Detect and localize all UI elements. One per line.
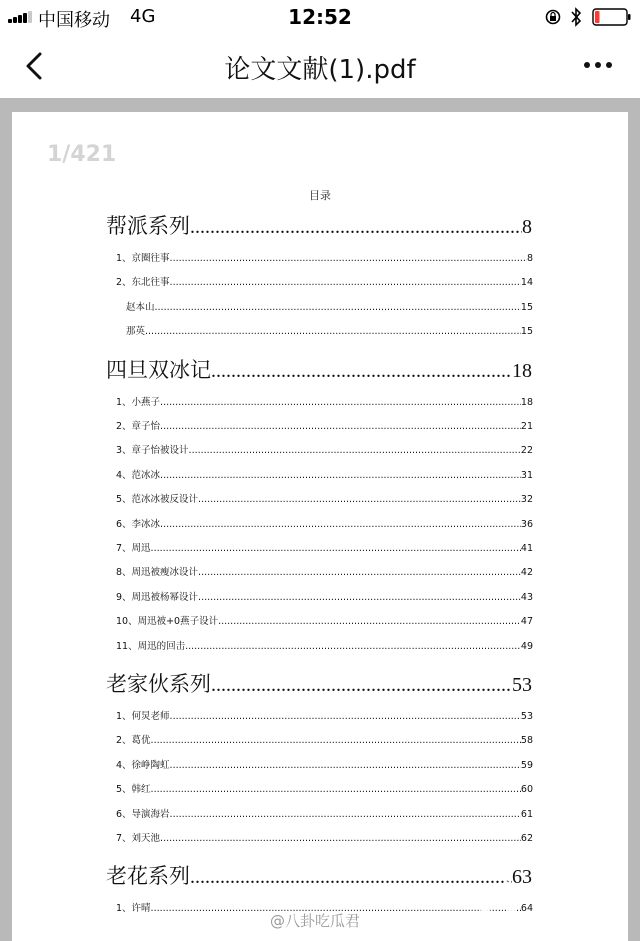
toc-leader-dots — [160, 397, 521, 408]
site-logo-icon — [476, 870, 626, 930]
toc-entry-label: 那英 — [126, 326, 146, 338]
page-indicator: 1/421 — [47, 142, 117, 167]
toc-entry-page: 63 — [512, 866, 532, 889]
toc-entry-page: 15 — [520, 301, 533, 313]
toc-leader-dots — [145, 326, 521, 337]
toc-entry-page: 15 — [520, 326, 533, 338]
toc-leader-dots — [170, 711, 521, 722]
toc-leader-dots — [151, 735, 521, 746]
toc-leader-dots — [198, 592, 521, 603]
toc-leader-dots — [155, 302, 521, 313]
toc-entry-page: 42 — [520, 567, 533, 579]
toc-leader-dots — [190, 216, 522, 239]
toc-leader-dots — [170, 760, 521, 771]
toc-entry[interactable] — [116, 757, 533, 775]
toc-leader-dots — [160, 833, 521, 844]
toc-entry-label: 5、韩红 — [116, 784, 151, 796]
bluetooth-icon — [570, 7, 582, 27]
navigation-bar — [0, 34, 640, 98]
toc-entry[interactable] — [116, 589, 533, 607]
toc-entry[interactable] — [116, 491, 533, 509]
toc-entry-label: 四旦双冰记 — [106, 357, 211, 382]
toc-entry-label: 2、章子怡 — [116, 421, 161, 432]
toc-entry-label: 赵本山 — [126, 301, 155, 313]
toc-section-entry[interactable] — [106, 668, 532, 698]
toc-entry-page: 32 — [520, 494, 533, 506]
toc-entry-page: 47 — [520, 616, 533, 628]
toc-entry-page: 61 — [520, 808, 533, 820]
toc-entry[interactable] — [126, 323, 533, 341]
toc-entry-page: 18 — [520, 396, 533, 408]
toc-entry-label: 1、京圈往事 — [116, 253, 170, 264]
toc-entry[interactable] — [126, 299, 533, 317]
toc-entry-label: 7、刘天池 — [116, 833, 161, 844]
orientation-lock-icon — [545, 9, 561, 25]
toc-entry[interactable] — [116, 613, 533, 631]
toc-leader-dots — [170, 809, 521, 820]
toc-entry-label: 2、葛优 — [116, 735, 151, 747]
toc-entry-label: 1、小燕子 — [116, 396, 161, 408]
toc-entry[interactable] — [116, 418, 533, 436]
toc-entry-label: 9、周迅被杨幂设计 — [116, 591, 199, 603]
toc-leader-dots — [211, 674, 512, 697]
toc-entry-label: 11、周迅的回击 — [116, 640, 186, 652]
status-bar — [0, 0, 640, 34]
table-of-contents — [12, 112, 628, 941]
toc-leader-dots — [170, 253, 527, 264]
toc-entry[interactable] — [116, 638, 533, 656]
toc-entry-page: 60 — [520, 784, 533, 796]
toc-entry-page: 41 — [520, 543, 533, 554]
toc-section-entry[interactable] — [106, 860, 532, 890]
battery-icon — [592, 8, 632, 26]
toc-entry[interactable] — [116, 830, 533, 848]
toc-entry-label: 2、东北往事 — [116, 277, 170, 289]
toc-entry[interactable] — [116, 540, 533, 558]
toc-entry-page: 22 — [520, 445, 533, 457]
toc-entry-label: 帮派系列 — [106, 214, 190, 238]
toc-entry-label: 4、范冰冰 — [116, 469, 161, 481]
toc-entry-page: 53 — [520, 711, 533, 722]
toc-leader-dots — [218, 616, 521, 627]
carrier-label: 中国移动 — [38, 10, 110, 31]
toc-leader-dots — [185, 641, 521, 652]
toc-entry-label: 1、何炅老师 — [116, 711, 170, 722]
toc-leader-dots — [170, 277, 521, 288]
toc-entry[interactable] — [116, 250, 533, 268]
toc-entry-page: 21 — [520, 421, 533, 432]
toc-entry-label: 10、周迅被+0燕子设计 — [116, 616, 219, 628]
toc-entry-page: 58 — [520, 735, 533, 747]
toc-entry-label: 老花系列 — [106, 864, 190, 889]
toc-entry-page: 8 — [526, 253, 533, 264]
toc-entry-page: 18 — [512, 359, 532, 382]
toc-entry-label: 5、范冰冰被反设计 — [116, 494, 199, 506]
toc-section-entry[interactable] — [106, 210, 532, 240]
toc-leader-dots — [160, 421, 521, 432]
toc-entry[interactable] — [116, 732, 533, 750]
toc-entry-page: 62 — [520, 833, 533, 844]
toc-entry-page: 49 — [520, 640, 533, 652]
toc-entry-page: 8 — [522, 216, 532, 238]
weibo-watermark: @八卦吃瓜君 — [270, 912, 361, 930]
toc-entry-page: 53 — [512, 674, 532, 696]
toc-entry-page: 43 — [520, 591, 533, 603]
toc-entry[interactable] — [116, 516, 533, 534]
toc-leader-dots — [160, 519, 521, 530]
toc-entry[interactable] — [116, 806, 533, 824]
network-type: 4G — [130, 6, 156, 27]
toc-entry-label: 老家伙系列 — [106, 672, 211, 696]
toc-entry-label: 6、李冰冰 — [116, 518, 161, 530]
toc-entry-label: 7、周迅 — [116, 543, 151, 554]
toc-entry[interactable] — [116, 781, 533, 799]
document-title: 论文文献(1).pdf — [224, 55, 416, 85]
toc-entry-label: 6、导演海岩 — [116, 808, 170, 820]
toc-leader-dots — [151, 784, 521, 795]
toc-leader-dots — [198, 494, 521, 505]
toc-entry-label: 3、章子怡被设计 — [116, 445, 189, 457]
more-dots-icon — [584, 62, 590, 68]
toc-entry-page: 14 — [520, 277, 533, 289]
toc-entry[interactable] — [116, 708, 533, 726]
toc-entry-label: 1、许晴 — [116, 903, 151, 915]
toc-entry-page: 59 — [520, 759, 533, 771]
toc-entry[interactable] — [116, 274, 533, 292]
toc-entry[interactable] — [116, 442, 533, 460]
toc-leader-dots — [190, 866, 512, 889]
toc-entry[interactable] — [116, 394, 533, 412]
toc-entry[interactable] — [116, 564, 533, 582]
toc-entry-label: 8、周迅被瘦冰设计 — [116, 567, 199, 579]
more-options-button[interactable] — [578, 60, 618, 72]
toc-heading: 目录 — [309, 189, 331, 202]
toc-entry-page: 36 — [520, 518, 533, 530]
toc-leader-dots — [151, 543, 521, 554]
toc-section-entry[interactable] — [106, 354, 532, 384]
toc-leader-dots — [160, 470, 521, 481]
toc-leader-dots — [189, 445, 521, 456]
clock: 12:52 — [288, 5, 352, 29]
toc-leader-dots — [211, 360, 512, 383]
toc-entry-page: 64 — [520, 903, 533, 915]
toc-entry[interactable] — [116, 467, 533, 485]
toc-entry-page: 31 — [520, 469, 533, 481]
toc-entry-label: 4、徐峥陶虹 — [116, 759, 170, 771]
pdf-page[interactable] — [12, 112, 628, 941]
toc-leader-dots — [198, 567, 521, 578]
